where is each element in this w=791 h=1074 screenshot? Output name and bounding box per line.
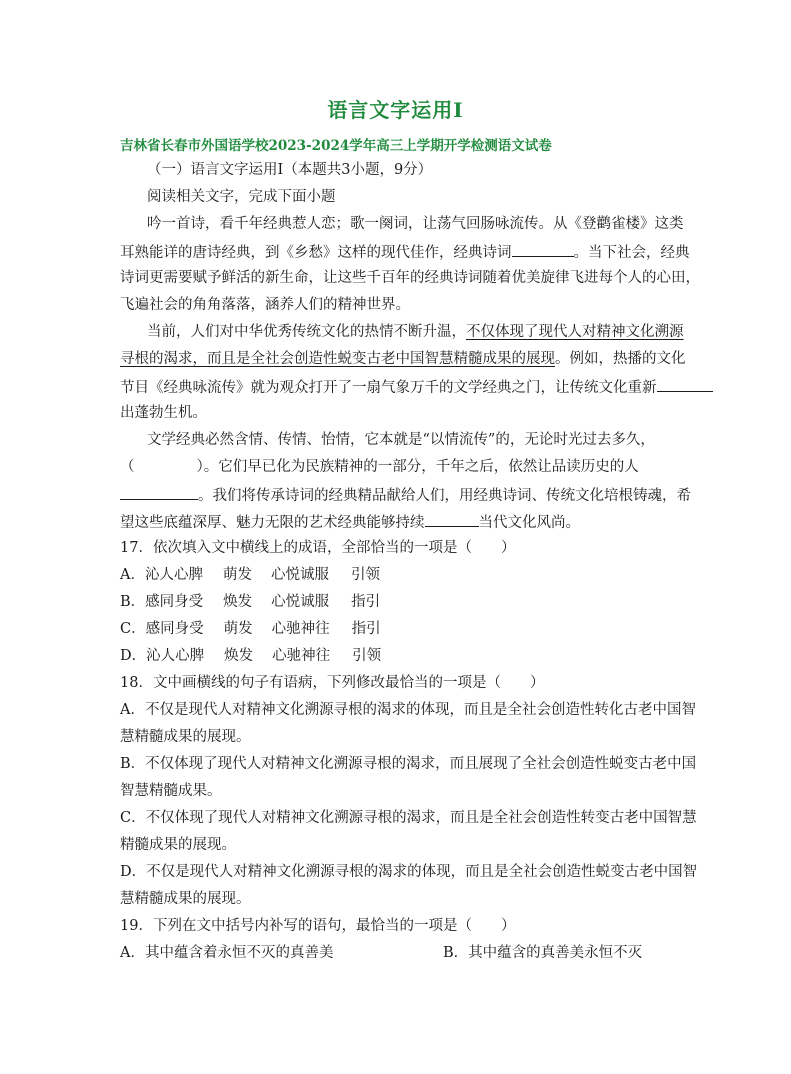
fill-blank bbox=[657, 376, 713, 392]
q17-option-b: B．感同身受 焕发 心悦诚服 指引 bbox=[120, 594, 381, 610]
passage-line: 。我们将传承诗词的经典精品献给人们，用经典诗词、传统文化培根铸魂，希 bbox=[120, 484, 691, 506]
question-18-stem: 18．文中画横线的句子有语病，下列修改最恰当的一项是（ ） bbox=[120, 675, 545, 691]
passage-line: 望这些底蕴深厚、魅力无限的艺术经典能够持续 当代文化风尚。 bbox=[120, 511, 580, 533]
passage-line: 当前，人们对中华优秀传统文化的热情不断升温，不仅体现了现代人对精神文化溯源 bbox=[147, 324, 684, 340]
q18-option-b-cont: 智慧精髓成果。 bbox=[120, 783, 222, 799]
page-title: 语言文字运用Ⅰ bbox=[327, 98, 464, 122]
fill-blank bbox=[120, 484, 198, 500]
q18-option-a: A．不仅是现代人对精神文化溯源寻根的渴求的体现，而且是全社会创造性转化古老中国智 bbox=[120, 702, 696, 718]
q19-option-a: A．其中蕴含着永恒不灭的真善美 bbox=[120, 945, 334, 961]
fill-blank bbox=[425, 511, 479, 527]
q18-option-c-cont: 精髓成果的展现。 bbox=[120, 837, 236, 853]
passage-line: 吟一首诗，看千年经典惹人恋；歌一阕词，让荡气回肠咏流传。从《登鹳雀楼》这类 bbox=[147, 216, 684, 232]
passage-line: 诗词更需要赋予鲜活的新生命，让这些千百年的经典诗词随着优美旋律飞进每个人的心田， bbox=[120, 270, 700, 286]
q18-option-b: B．不仅体现了现代人对精神文化溯源寻根的渴求，而且展现了全社会创造性蜕变古老中国 bbox=[120, 756, 697, 772]
passage-line: 出蓬勃生机。 bbox=[120, 405, 207, 421]
passage-line: 节目《经典咏流传》就为观众打开了一扇气象万千的文学经典之门，让传统文化重新 bbox=[120, 376, 713, 398]
section-header: （一）语言文字运用Ⅰ（本题共3小题，9分） bbox=[147, 162, 433, 178]
question-17-stem: 17．依次填入文中横线上的成语，全部恰当的一项是（ ） bbox=[120, 540, 516, 556]
q19-option-b: B．其中蕴含的真善美永恒不灭 bbox=[443, 945, 643, 961]
q18-option-d: D．不仅是现代人对精神文化溯源寻根的渴求的体现，而且是全社会创造性蜕变古老中国智 bbox=[120, 864, 698, 880]
question-19-stem: 19．下列在文中括号内补写的语句，最恰当的一项是（ ） bbox=[120, 918, 516, 934]
underlined-sentence: 不仅体现了现代人对精神文化溯源 bbox=[466, 324, 684, 340]
q18-option-d-cont: 慧精髓成果的展现。 bbox=[120, 891, 251, 907]
passage-line: 寻根的渴求，而且是全社会创造性蜕变古老中国智慧精髓成果的展现。例如，热播的文化 bbox=[120, 351, 686, 367]
exam-source: 吉林省长春市外国语学校2023-2024学年高三上学期开学检测语文试卷 bbox=[120, 138, 552, 154]
q17-option-c: C．感同身受 萌发 心驰神往 指引 bbox=[120, 621, 381, 637]
instruction: 阅读相关文字，完成下面小题 bbox=[147, 189, 336, 205]
q18-option-a-cont: 慧精髓成果的展现。 bbox=[120, 729, 251, 745]
passage-line: 文学经典必然含情、传情、怡情，它本就是“以情流传”的，无论时光过去多久， bbox=[147, 432, 655, 448]
passage-line: 耳熟能详的唐诗经典，到《乡愁》这样的现代佳作，经典诗词 。当下社会，经典 bbox=[120, 241, 690, 263]
underlined-sentence: 寻根的渴求，而且是全社会创造性蜕变古老中国智慧精髓成果的展现 bbox=[120, 351, 555, 367]
passage-line: （ ）。它们早已化为民族精神的一部分，千年之后，依然让品读历史的人 bbox=[120, 459, 639, 475]
q17-option-a: A．沁人心脾 萌发 心悦诚服 引领 bbox=[120, 567, 380, 583]
fill-blank bbox=[512, 241, 574, 257]
passage-line: 飞遍社会的角角落落，涵养人们的精神世界。 bbox=[120, 297, 410, 313]
q17-option-d: D．沁人心脾 焕发 心驰神往 引领 bbox=[120, 648, 382, 664]
q18-option-c: C．不仅体现了现代人对精神文化溯源寻根的渴求，而且是全社会创造性转变古老中国智慧 bbox=[120, 810, 697, 826]
